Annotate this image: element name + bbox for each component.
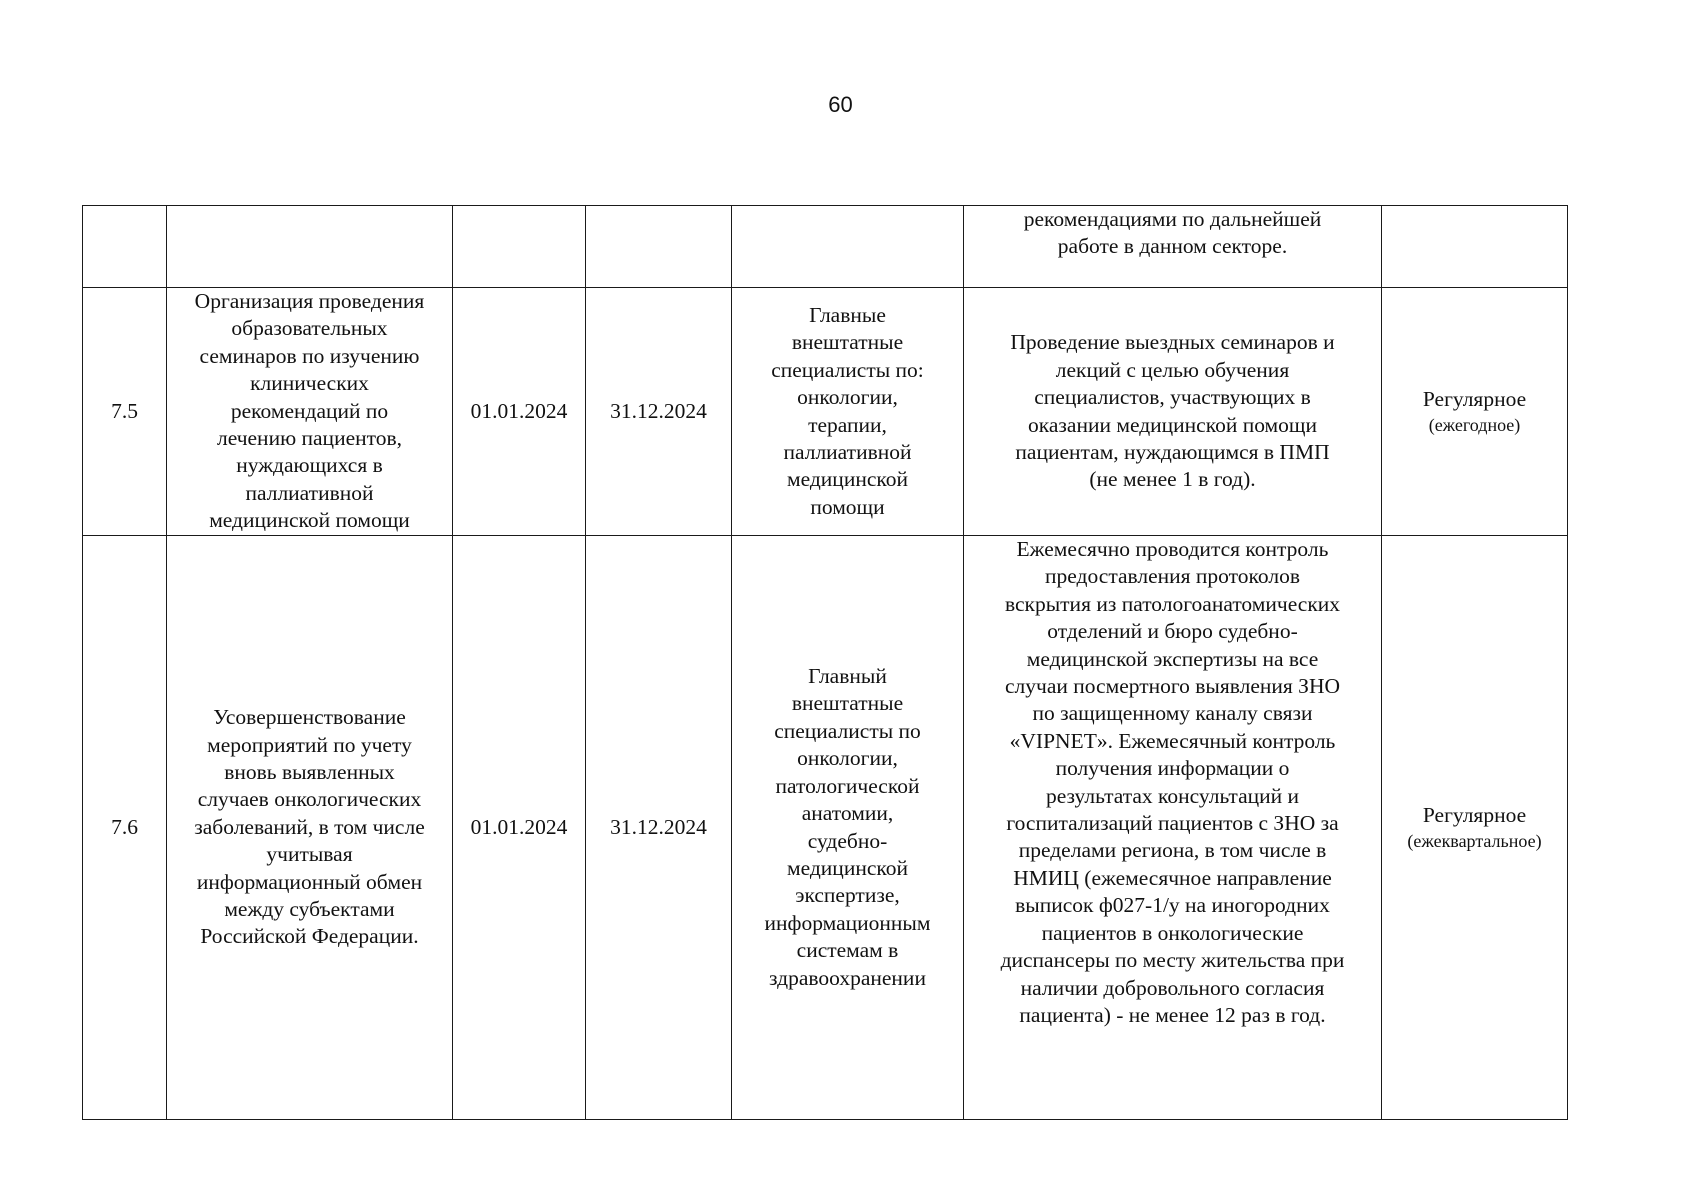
table-row-7-5	[83, 288, 1568, 536]
cell-measure	[167, 206, 453, 288]
text-line: рекомендациями по дальнейшей	[1023, 207, 1322, 231]
cell-end	[586, 206, 732, 288]
text-line: информационный обмен	[196, 869, 423, 894]
text-line: отделений и бюро судебно-	[1047, 619, 1298, 644]
text-line: Проведение выездных семинаров и	[1010, 330, 1335, 355]
text-line: по защищенному каналу связи	[1032, 701, 1313, 726]
text-line: специалисты по:	[771, 357, 924, 382]
text-line: пациента) - не менее 12 раз в год.	[1019, 1002, 1326, 1027]
cell-result	[964, 536, 1382, 1120]
text-line: заболеваний, в том числе	[194, 814, 425, 839]
text-line: медицинской	[787, 855, 908, 880]
cell-responsible	[732, 536, 964, 1120]
periodicity-note: (ежеквартальное)	[1407, 831, 1542, 852]
text-line: вновь выявленных	[224, 759, 395, 784]
text-line: Главные	[809, 302, 886, 327]
text-line: пациентов в онкологические	[1041, 920, 1304, 945]
text-line: здравоохранении	[769, 965, 926, 990]
text-line: Усовершенствование	[213, 705, 406, 730]
cell-periodicity	[1382, 288, 1568, 536]
text-line: диспансеры по месту жительства при	[1000, 948, 1345, 973]
text-line: (не менее 1 в год).	[1089, 467, 1256, 492]
text-line: специалисты по	[774, 718, 921, 743]
cell-end-date: 31.12.2024	[586, 288, 732, 536]
text-line: оказании медицинской помощи	[1028, 412, 1317, 437]
text-line: Главный	[808, 664, 887, 689]
text-line: специалистов, участвующих в	[1034, 385, 1311, 410]
text-line: внештатные	[791, 691, 904, 716]
text-line: онкологии,	[797, 746, 898, 771]
text-line: медицинской помощи	[209, 508, 410, 533]
text-line: клинических	[250, 371, 369, 396]
text-line: внештатные	[791, 330, 904, 355]
text-line: семинаров по изучению	[199, 343, 420, 368]
text-line: госпитализаций пациентов с ЗНО за	[1006, 811, 1339, 836]
text-line: Организация проведения	[194, 289, 425, 313]
periodicity-note: (ежегодное)	[1428, 415, 1521, 436]
cell-num: 7.5	[83, 288, 167, 536]
text-line: экспертизе,	[795, 883, 900, 908]
page-number: 60	[828, 92, 853, 117]
periodicity-label: Регулярное	[1422, 802, 1527, 827]
measures-table	[82, 205, 1568, 1120]
cell-measure	[167, 288, 453, 536]
text-line: предоставления протоколов	[1045, 564, 1300, 589]
text-line: патологической	[775, 773, 920, 798]
text-line: терапии,	[808, 412, 887, 437]
text-line: выписок ф027-1/у на иногородних	[1015, 893, 1330, 918]
cell-responsible	[732, 206, 964, 288]
table-row-7-6	[83, 536, 1568, 1120]
text-line: Ежемесячно проводится контроль	[1016, 537, 1329, 561]
text-line: лечению пациентов,	[216, 426, 403, 451]
cell-periodicity	[1382, 206, 1568, 288]
text-line: НМИЦ (ежемесячное направление	[1013, 865, 1332, 890]
text-line: паллиативной	[245, 480, 374, 505]
text-line: пределами региона, в том числе в	[1018, 838, 1327, 863]
text-line: учитывая	[266, 842, 353, 867]
cell-result	[964, 288, 1382, 536]
text-line: наличии добровольного согласия	[1020, 975, 1325, 1000]
cell-periodicity	[1382, 536, 1568, 1120]
text-line: получения информации о	[1055, 756, 1290, 781]
table-row-continuation	[83, 206, 1568, 288]
cell-start-date: 01.01.2024	[453, 288, 586, 536]
text-line: медицинской	[787, 467, 908, 492]
text-line: пациентам, нуждающимся в ПМП	[1015, 439, 1330, 464]
cell-measure	[167, 536, 453, 1120]
text-line: вскрытия из патологоанатомических	[1004, 591, 1341, 616]
text-line: рекомендаций по	[230, 398, 389, 423]
text-line: анатомии,	[801, 801, 894, 826]
text-line: информационным	[764, 910, 931, 935]
text-line: системам в	[796, 938, 899, 963]
text-line: образовательных	[231, 316, 388, 341]
cell-responsible	[732, 288, 964, 536]
text-line: мероприятий по учету	[207, 732, 412, 757]
cell-start	[453, 206, 586, 288]
text-line: «VIPNET». Ежемесячный контроль	[1009, 728, 1336, 753]
cell-end-date: 31.12.2024	[586, 536, 732, 1120]
text-line: лекций с целью обучения	[1055, 357, 1290, 382]
cell-num	[83, 206, 167, 288]
text-line: между субъектами	[224, 897, 395, 922]
text-line: работе в данном секторе.	[1057, 234, 1288, 259]
text-line: судебно-	[807, 828, 888, 853]
text-line: онкологии,	[797, 385, 898, 410]
cell-num: 7.6	[83, 536, 167, 1120]
text-line: результатах консультаций и	[1045, 783, 1300, 808]
text-line: Российской Федерации.	[200, 924, 419, 949]
cell-start-date: 01.01.2024	[453, 536, 586, 1120]
text-line: случаев онкологических	[197, 787, 422, 812]
text-line: случаи посмертного выявления ЗНО	[1005, 674, 1340, 699]
cell-result	[964, 206, 1382, 288]
periodicity-label: Регулярное	[1422, 386, 1527, 411]
text-line: паллиативной	[783, 439, 912, 464]
text-line: медицинской экспертизы на все	[1026, 646, 1319, 671]
text-line: нуждающихся в	[236, 453, 383, 478]
text-line: помощи	[810, 494, 885, 519]
